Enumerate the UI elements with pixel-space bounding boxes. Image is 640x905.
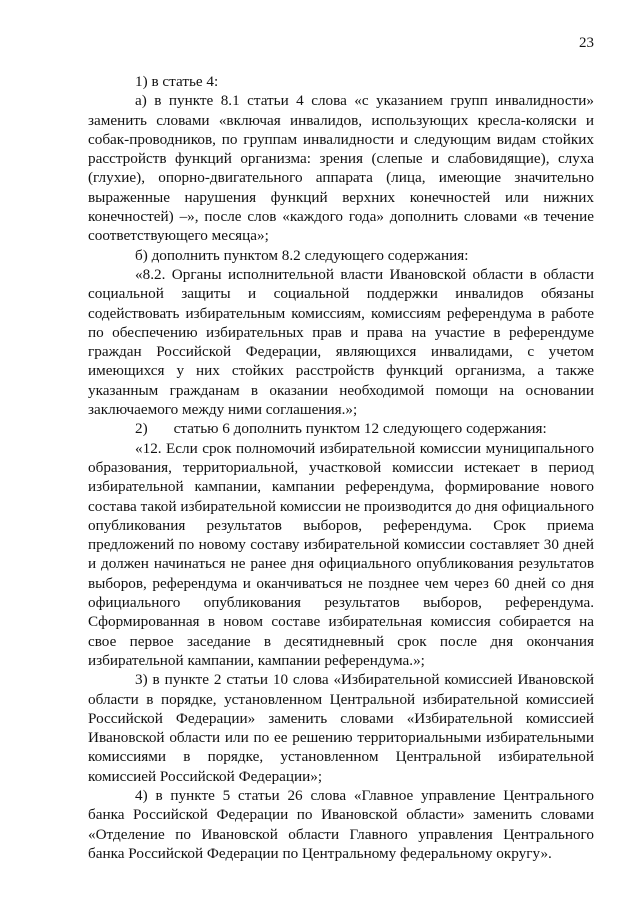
item-2-number: 2) (135, 420, 148, 438)
paragraph-item-2 (88, 419, 594, 438)
paragraph-point-8-2: «8.2. Органы исполнительной власти Ивановской области в области социальной защиты и социальной поддержки инвалидов обязаны содействовать избирательным комиссиям, комиссиям референдума в работе по обеспечению избирательных прав и права на участие в референдуме граждан Российской Федерации, являющихся инвалидами, с учетом имеющихся у них стойких расстройств функций организма, а также указанным гражданам в оказании необходимой помощи на основании заключаемого между ними соглашения.»; (88, 265, 594, 419)
paragraph-item-1-heading: 1) в статье 4: (135, 73, 219, 90)
item-2-text: статью 6 дополнить пунктом 12 следующего содержания: (173, 420, 547, 438)
paragraph-point-12: «12. Если срок полномочий избирательной комиссии муниципального образования, территориальной, участковой комиссии истекает в период избирательной кампании, кампании референдума, формирование нового состава такой избирательной комиссии не производится до дня официального опубликования результатов выборов, референдума. Срок приема предложений по новому составу избирательной комиссии составляет 30 дней и должен начинаться не ранее дня официального опубликования результатов выборов, референдума и оканчиваться не позднее чем через 60 дней со дня официального опубликования результатов выборов, референдума. Сформированная в новом составе избирательная комиссия собирается на свое первое заседание в десятидневный срок после дня окончания избирательной кампании, кампании референдума.»; (88, 439, 594, 669)
page-number: 23 (579, 35, 594, 51)
paragraph-item-3: 3) в пункте 2 статьи 10 слова «Избирательной комиссией Ивановской области в порядке, установленном Центральной избирательной комиссией Российской Федерации» заменить словами «Избирательной комиссией Ивановской области или по ее решению территориальными избирательными комиссиями в порядке, установленном Центральной избирательной комиссией Российской Федерации»; (88, 671, 594, 785)
paragraph-item-4: 4) в пункте 5 статьи 26 слова «Главное управление Центрального банка Российской Федерации по Ивановской области» заменить словами «Отделение по Ивановской области Главного управления Центрального банка Российской Федерации по Центральному федеральному округу». (88, 786, 594, 862)
paragraph-item-1b: б) дополнить пунктом 8.2 следующего содержания: (135, 246, 469, 264)
document-body (88, 72, 594, 863)
paragraph-item-1a: а) в пункте 8.1 статьи 4 слова «с указанием групп инвалидности» заменить словами «включая инвалидов, использующих кресла-коляски и собак-проводников, по группам инвалидности и следующим видам стойких расстройств функций организма: зрения (слепые и слабовидящие), слуха (глухие), опорно-двигательного аппарата (лица, имеющие значительно выраженные нарушения функций верхних конечностей или нижних конечностей) –», после слов «каждого года» дополнить словами «в течение соответствующего месяца»; (88, 92, 594, 245)
